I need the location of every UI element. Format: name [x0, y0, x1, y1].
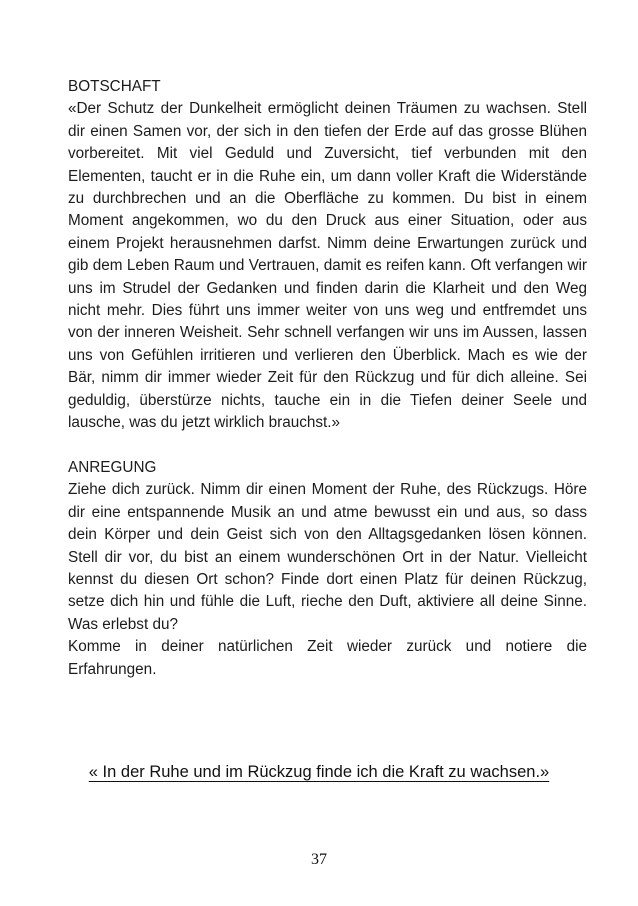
- closing-affirmation: « In der Ruhe und im Rückzug finde ich die Kraft zu wachsen.»: [88, 763, 550, 781]
- page-number: 37: [311, 851, 327, 868]
- anregung-paragraph: Ziehe dich zurück. Nimm dir einen Moment der Ruhe, des Rückzugs. Höre dir eine entspannende Musik an und atme bewusst ein und aus, so dass dein Körper und dein Geist sich von den Alltagsgedanken lösen können. Stell dir vor, du bist an einem wunderschönen Ort in der Natur. Vielleicht kennst du diesen Ort schon? Finde dort einen Platz für deinen Rückzug, setze dich hin und fühle die Luft, rieche den Duft, aktiviere all deine Sinne. Was erlebst du?: [68, 481, 587, 633]
- anregung-paragraph-2: Komme in deiner natürlichen Zeit wieder zurück und notiere die Erfahrungen.: [68, 638, 587, 678]
- page-body: [68, 76, 587, 681]
- section-heading-anregung: ANREGUNG: [68, 458, 157, 476]
- botschaft-paragraph: «Der Schutz der Dunkelheit ermöglicht deinen Träumen zu wachsen. Stell dir einen Samen vor, der sich in den tiefen der Erde auf das grosse Blühen vorbereitet. Mit viel Geduld und Zuversicht, tief verbunden mit den Elementen, taucht er in die Ruhe ein, um dann voller Kraft die Widerstände zu durchbrechen und an die Oberfläche zu kommen. Du bist in einem Moment angekommen, wo du den Druck aus einer Situation, oder aus einem Projekt herausnehmen darfst. Nimm deine Erwartungen zurück und gib dem Leben Raum und Vertrauen, damit es reifen kann. Oft verfangen wir uns im Strudel der Gedanken und finden darin die Klarheit und den Weg nicht mehr. Dies führt uns immer weiter von uns weg und entfremdet uns von der inneren Weisheit. Sehr schnell verfangen wir uns im Aussen, lassen uns von Gefühlen irritieren und verlieren den Überblick. Mach es wie der Bär, nimm dir immer wieder Zeit für den Rückzug und für dich alleine. Sei geduldig, überstürze nichts, tauche ein in die Tiefen deiner Seele und lausche, was du jetzt wirklich brauchst.»: [68, 100, 587, 432]
- section-heading-botschaft: BOTSCHAFT: [68, 78, 161, 95]
- section-spacer: [68, 435, 587, 457]
